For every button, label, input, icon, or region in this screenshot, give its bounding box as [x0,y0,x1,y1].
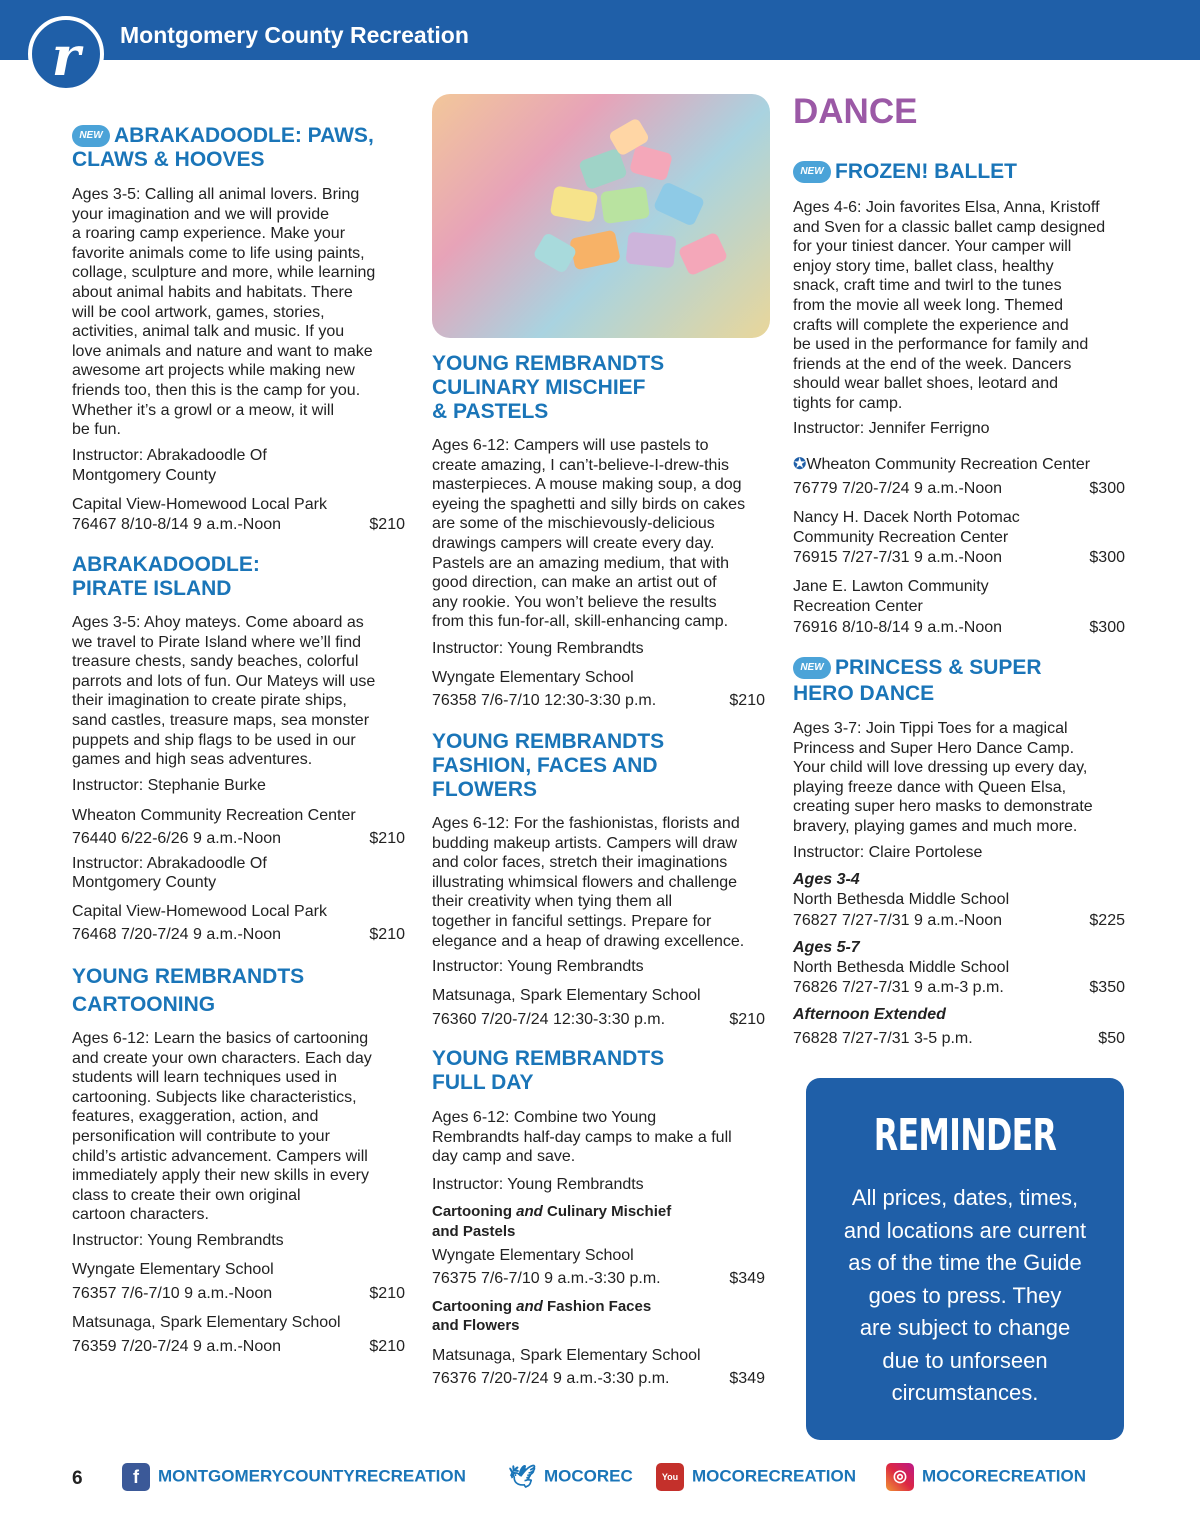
schedule-row: 76375 7/6-7/10 9 a.m.-3:30 p.m. [432,1270,661,1287]
schedule-row: 76828 7/27-7/31 3-5 p.m. [793,1030,973,1047]
twitter-link[interactable]: 🕊 MOCOREC [508,1464,633,1489]
description-fashion-faces [432,814,777,951]
text-line: personification will contribute to your [72,1127,330,1145]
text-line: and locations are current [843,1217,1087,1243]
text-line: about animal habits and habitats. There [72,283,353,301]
text-line: FULL DAY [432,1071,534,1094]
schedule-row: 76440 6/22-6/26 9 a.m.-Noon [72,830,282,847]
text-line: & PASTELS [432,400,549,423]
text-line: we travel to Pirate Island where we’ll find [72,633,362,651]
text-line: are some of the mischievously-delicious [432,515,715,533]
schedule-row: 76359 7/20-7/24 9 a.m.-Noon [72,1338,282,1355]
section-title-cartooning: YOUNG REMBRANDTS CARTOONING [72,965,305,1016]
schedule-row: 76468 7/20-7/24 9 a.m.-Noon [72,926,282,943]
reminder-title: REMINDER [873,1110,1057,1161]
schedule-row: 76779 7/20-7/24 9 a.m.-Noon [793,480,1003,497]
location-line: Matsunaga, Spark Elementary School [72,1314,341,1331]
twitter-icon: 🕊 [508,1464,536,1489]
price: $300 [1089,619,1125,636]
text-line: enjoy story time, ballet class, healthy [793,257,1054,275]
header-bar [0,0,1200,60]
text-line: favorite animals come to life using paints, [72,244,365,262]
location-line: Recreation Center [793,598,923,615]
text-line: masterpieces. A mouse making soup, a dog [432,476,742,494]
new-badge-icon: NEW [793,161,831,183]
text-line: class to create their own original [72,1186,301,1204]
dance-heading: DANCE [793,92,918,131]
schedule-row: 76916 8/10-8/14 9 a.m.-Noon [793,619,1003,636]
text-line: crafts will complete the experience and [793,316,1069,334]
youtube-icon: You [656,1463,684,1491]
price: $210 [369,830,405,847]
text-line: activities, animal talk and music. If you [72,323,345,341]
text-line: elegance and a heap of drawing excellence. [432,932,745,950]
instructor-line: Instructor: Young Rembrandts [432,1176,644,1193]
instructor-line: Montgomery County [72,467,217,484]
instructor-line: Instructor: Stephanie Burke [72,777,266,794]
location-line: Wyngate Elementary School [72,1261,274,1278]
text-line: are subject to change [859,1315,1071,1340]
text-line: CULINARY MISCHIEF [432,376,646,399]
combo-title: and Pastels [432,1223,516,1240]
schedule-row: 76358 7/6-7/10 12:30-3:30 p.m. [432,692,657,709]
text-line: will be cool artwork, games, stories, [72,303,325,321]
instagram-link[interactable]: ◎ MOCORECREATION [886,1463,1086,1491]
text-line: creating super hero masks to demonstrate [793,798,1093,816]
instagram-icon: ◎ [886,1463,914,1491]
section-title-culinary-mischief [432,352,664,424]
text-line: friends at the end of the week. Dancers [793,355,1072,373]
text-line: puppets and ship flags to be used in our [72,731,356,749]
text-line: awesome art projects while making new [72,362,355,380]
price: $349 [729,1270,765,1287]
text-line: circumstances. [891,1380,1039,1405]
instructor-line: Instructor: Abrakadoodle Of [72,855,267,872]
price: $349 [729,1370,765,1387]
text-line: good direction, can make an artist out of [432,574,717,592]
section-title-abrakadoodle-paws: NEW ABRAKADOODLE: PAWS, CLAWS & HOOVES [72,124,374,171]
text-line: due to unforseen [882,1347,1048,1373]
text-line: child’s artistic advancement. Campers will [72,1147,368,1165]
age-group-label: Afternoon Extended [793,1006,946,1023]
schedule-row: 76915 7/27-7/31 9 a.m.-Noon [793,549,1003,566]
age-group-label: Ages 5-7 [793,939,860,956]
facebook-link[interactable]: f MONTGOMERYCOUNTYRECREATION [122,1463,466,1491]
instructor-line: Instructor: Young Rembrandts [72,1232,284,1249]
schedule-row: 76357 7/6-7/10 9 a.m.-Noon [72,1285,273,1302]
schedule-row: 76827 7/27-7/31 9 a.m.-Noon [793,912,1003,929]
text-line: Rembrandts half-day camps to make a full [432,1128,732,1146]
location-line: Community Recreation Center [793,529,1009,546]
text-line: treasure chests, sandy beaches, colorful [72,653,359,671]
page-number: 6 [72,1468,83,1489]
text-line: Ages 6-12: Campers will use pastels to [432,437,709,454]
location-line: Jane E. Lawton Community [793,578,989,595]
schedule-row: 76826 7/27-7/31 9 a.m-3 p.m. [793,979,1004,996]
description-cartooning [72,1029,412,1225]
text-line: bravery, playing games and much more. [793,817,1078,835]
price: $300 [1089,549,1125,566]
text-line: All prices, dates, times, [851,1185,1079,1210]
location-line: Wyngate Elementary School [432,669,634,686]
location-line: Wheaton Community Recreation Center [72,807,356,824]
text-line: Ages 4-6: Join favorites Elsa, Anna, Kristoff [793,199,1100,216]
instructor-line: Instructor: Abrakadoodle Of [72,447,267,464]
text-line: Ages 6-12: Learn the basics of cartooning [72,1030,369,1047]
location-line: Matsunaga, Spark Elementary School [432,1347,701,1364]
instructor-line: Instructor: Jennifer Ferrigno [793,420,990,437]
location-line: Matsunaga, Spark Elementary School [432,987,701,1004]
description-frozen-ballet [793,198,1138,414]
logo-r-icon: r [28,16,104,92]
text-line: snack, craft time and twirl to the tunes [793,277,1062,295]
reminder-box [806,1078,1124,1440]
text-line: goes to press. They [868,1282,1062,1308]
price: $210 [369,516,405,533]
text-line: cartooning. Subjects like characteristics, [72,1088,357,1106]
text-line: students will learn techniques used in [72,1069,338,1087]
section-title-princess-super-hero: NEW PRINCESS & SUPER HERO DANCE [793,656,1042,705]
text-line: YOUNG REMBRANDTS [432,1047,665,1070]
text-line: cartoon characters. [72,1206,209,1224]
text-line: should wear ballet shoes, leotard and [793,375,1059,393]
reminder-text [826,1182,1104,1410]
text-line: their creativity when tying them all [432,893,673,911]
text-line: day camp and save. [432,1148,576,1166]
text-line: friends too, then this is the camp for you. [72,381,361,399]
text-line: as of the time the Guide [848,1250,1082,1275]
description-culinary-mischief [432,436,777,632]
facebook-icon: f [122,1463,150,1491]
price: $50 [1098,1030,1125,1047]
text-line: games and high seas adventures. [72,751,313,769]
chalk-pile-illustration [432,94,770,338]
price: $225 [1089,912,1125,929]
text-line: a roaring camp experience. Make your [72,225,346,243]
text-line: your imagination and we will provide [72,205,330,223]
text-line: playing freeze dance with Queen Elsa, [793,778,1067,796]
text-line: Pastels are an amazing medium, that with [432,554,730,572]
text-line: Princess and Super Hero Dance Camp. [793,739,1075,757]
description-princess-super-hero [793,719,1138,837]
text-line: illustrating whimsical flowers and challenge [432,873,738,891]
price: $300 [1089,480,1125,497]
text-line: Ages 3-7: Join Tippi Toes for a magical [793,720,1068,737]
schedule-row: 76360 7/20-7/24 12:30-3:30 p.m. [432,1011,666,1028]
combo-title: Cartooning and Culinary Mischief [432,1203,672,1220]
text-line: collage, sculpture and more, while learning [72,264,376,282]
text-line: Your child will love dressing up every day, [793,759,1088,777]
text-line: immediately apply their new skills in every [72,1167,369,1185]
description-full-day [432,1108,777,1167]
location-line: Capital View-Homewood Local Park [72,496,327,513]
text-line: tights for camp. [793,394,903,412]
text-line: and Sven for a classic ballet camp designed [793,218,1106,236]
text-line: their imagination to create pirate ships, [72,692,347,710]
price: $210 [729,1011,765,1028]
text-line: YOUNG REMBRANDTS [432,352,665,375]
text-line: be fun. [72,421,121,439]
text-line: and color faces, stretch their imaginations [432,854,728,872]
text-line: from the movie all week long. Themed [793,296,1064,314]
text-line: budding makeup artists. Campers will draw [432,834,738,852]
new-badge-icon: NEW [72,125,110,147]
age-group-label: Ages 3-4 [793,871,860,888]
text-line: and create your own characters. Each day [72,1049,372,1067]
section-title-frozen-ballet: NEW FROZEN! BALLET [793,160,1017,184]
text-line: Whether it’s a growl or a meow, it will [72,401,335,419]
text-line: parrots and lots of fun. Our Mateys will use [72,672,376,690]
price: $210 [369,1338,405,1355]
instructor-line: Instructor: Young Rembrandts [432,640,644,657]
price: $210 [729,692,765,709]
text-line: Ages 6-12: Combine two Young [432,1109,657,1126]
new-badge-icon: NEW [793,657,831,679]
description-pirate-island [72,613,412,770]
section-title-fashion-faces [432,730,664,802]
text-line: Ages 6-12: For the fashionistas, florists and [432,815,740,832]
schedule-row: 76376 7/20-7/24 9 a.m.-3:30 p.m. [432,1370,670,1387]
text-line: Ages 3-5: Calling all animal lovers. Bring [72,186,360,203]
price: $210 [369,926,405,943]
location-line: Capital View-Homewood Local Park [72,903,327,920]
instructor-line: Montgomery County [72,874,217,891]
text-line: create amazing, I can’t-believe-I-drew-this [432,456,730,474]
text-line: features, exaggeration, action, and [72,1108,319,1126]
text-line: for your tiniest dancer. Your camper will [793,238,1072,256]
star-icon: ✪ [793,456,807,473]
combo-title: and Flowers [432,1317,520,1334]
location-line: Nancy H. Dacek North Potomac [793,509,1020,526]
location-line: North Bethesda Middle School [793,891,1010,908]
schedule-row: 76467 8/10-8/14 9 a.m.-Noon [72,516,282,533]
location-line: North Bethesda Middle School [793,959,1010,976]
section-title-pirate-island: ABRAKADOODLE: PIRATE ISLAND [72,553,260,600]
combo-title: Cartooning and Fashion Faces [432,1298,652,1315]
text-line: drawings campers will create every day. [432,534,715,552]
description-abrakadoodle-paws [72,185,412,440]
text-line: from this fun-for-all, skill-enhancing camp. [432,613,729,631]
text-line: YOUNG REMBRANDTS [432,730,665,753]
instructor-line: Instructor: Claire Portolese [793,844,983,861]
location-line: Wyngate Elementary School [432,1247,634,1264]
instructor-line: Instructor: Young Rembrandts [432,958,644,975]
location-line: ✪Wheaton Community Recreation Center [793,456,1091,473]
text-line: FASHION, FACES AND [432,754,658,777]
text-line: be used in the performance for family and [793,336,1089,354]
header-title: Montgomery County Recreation [120,22,469,48]
text-line: eyeing the spaghetti and silly birds on cakes [432,495,746,513]
text-line: love animals and nature and want to make [72,342,373,360]
price: $350 [1089,979,1125,996]
youtube-link[interactable]: You MOCORECREATION [656,1463,856,1491]
pastel-chalk-photo [432,94,770,338]
text-line: Ages 3-5: Ahoy mateys. Come aboard as [72,614,364,631]
text-line: FLOWERS [432,778,537,801]
section-title-full-day [432,1047,664,1095]
text-line: sand castles, treasure maps, sea monster [72,711,370,729]
price: $210 [369,1285,405,1302]
text-line: together in fanciful settings. Prepare for [432,912,712,930]
text-line: any rookie. You won’t believe the results [432,593,717,611]
